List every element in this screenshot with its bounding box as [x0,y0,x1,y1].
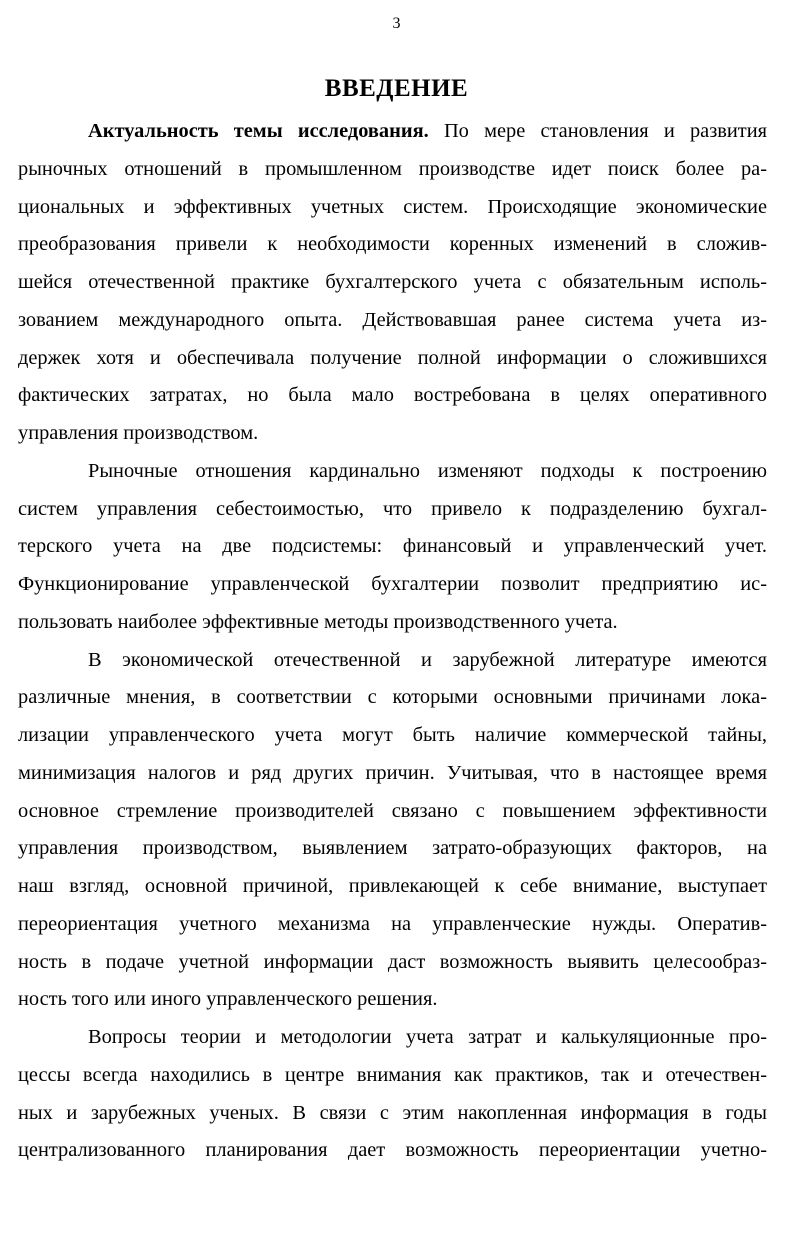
text-line: зованием международного опыта. Действовавшая ранее система учета из- [18,308,767,331]
text-line: Функционирование управленческой бухгалтерии позволит предприятию ис- [18,573,767,595]
text-line: переориентация учетного механизма на управленческие нужды. Оператив- [18,912,767,935]
paragraph-literature [18,642,767,1020]
text-line: управления производством. [18,422,259,444]
text-line: различные мнения, в соответствии с которыми основными причинами лока- [18,686,767,709]
paragraph-theory-questions [18,1019,767,1170]
text-line: преобразования привели к необходимости коренных изменений в сложив- [18,233,767,256]
text-line: держек хотя и обеспечивала получение полной информации о сложившихся [18,346,767,369]
text-line: циональных и эффективных учетных систем. Происходящие экономические [18,195,767,218]
paragraph-market-relations [18,453,767,642]
text-line: пользовать наиболее эффективные методы производственного учета. [18,610,618,633]
text-line: терского учета на две подсистемы: финансовый и управленческий учет. [18,535,767,558]
text-line: рыночных отношений в промышленном производстве идет поиск более ра- [18,157,767,180]
text-line: Актуальность темы исследования. По мере становления и развития [88,120,767,142]
page-number: 3 [392,15,401,32]
paragraph-relevance [18,113,767,453]
text-line: централизованного планирования дает возможность переориентации учетно- [18,1139,767,1162]
text-line: наш взгляд, основной причиной, привлекающей к себе внимание, выступает [18,875,767,897]
text-line: лизации управленческого учета могут быть наличие коммерческой тайны, [18,724,767,746]
text-line: Вопросы теории и методологии учета затрат и калькуляционные про- [88,1026,767,1048]
page-title: ВВЕДЕНИЕ [324,75,469,102]
text-line: управления производством, выявлением затрато-образующих факторов, на [18,837,767,860]
paragraph-lead: Актуальность темы исследования. [88,120,429,142]
text-line: ность того или иного управленческого решения. [18,988,438,1011]
text-line: основное стремление производителей связано с повышением эффективности [18,799,767,822]
text-line: ных и зарубежных ученых. В связи с этим накопленная информация в годы [18,1101,767,1124]
text-line: Рыночные отношения кардинально изменяют подходы к построению [88,459,767,482]
text-line: ность в подаче учетной информации даст возможность выявить целесообраз- [18,950,767,973]
text-line: систем управления себестоимостью, что привело к подразделению бухгал- [18,497,767,520]
text-line: В экономической отечественной и зарубежной литературе имеются [88,648,767,671]
text-line: минимизация налогов и ряд других причин. Учитывая, что в настоящее время [18,761,767,784]
text-line: цессы всегда находились в центре внимания как практиков, так и отечествен- [18,1063,767,1086]
body-text [18,113,767,1170]
text-line: шейся отечественной практике бухгалтерского учета с обязательным исполь- [18,271,767,293]
text-line: фактических затратах, но была мало востребована в целях оперативного [18,384,767,407]
